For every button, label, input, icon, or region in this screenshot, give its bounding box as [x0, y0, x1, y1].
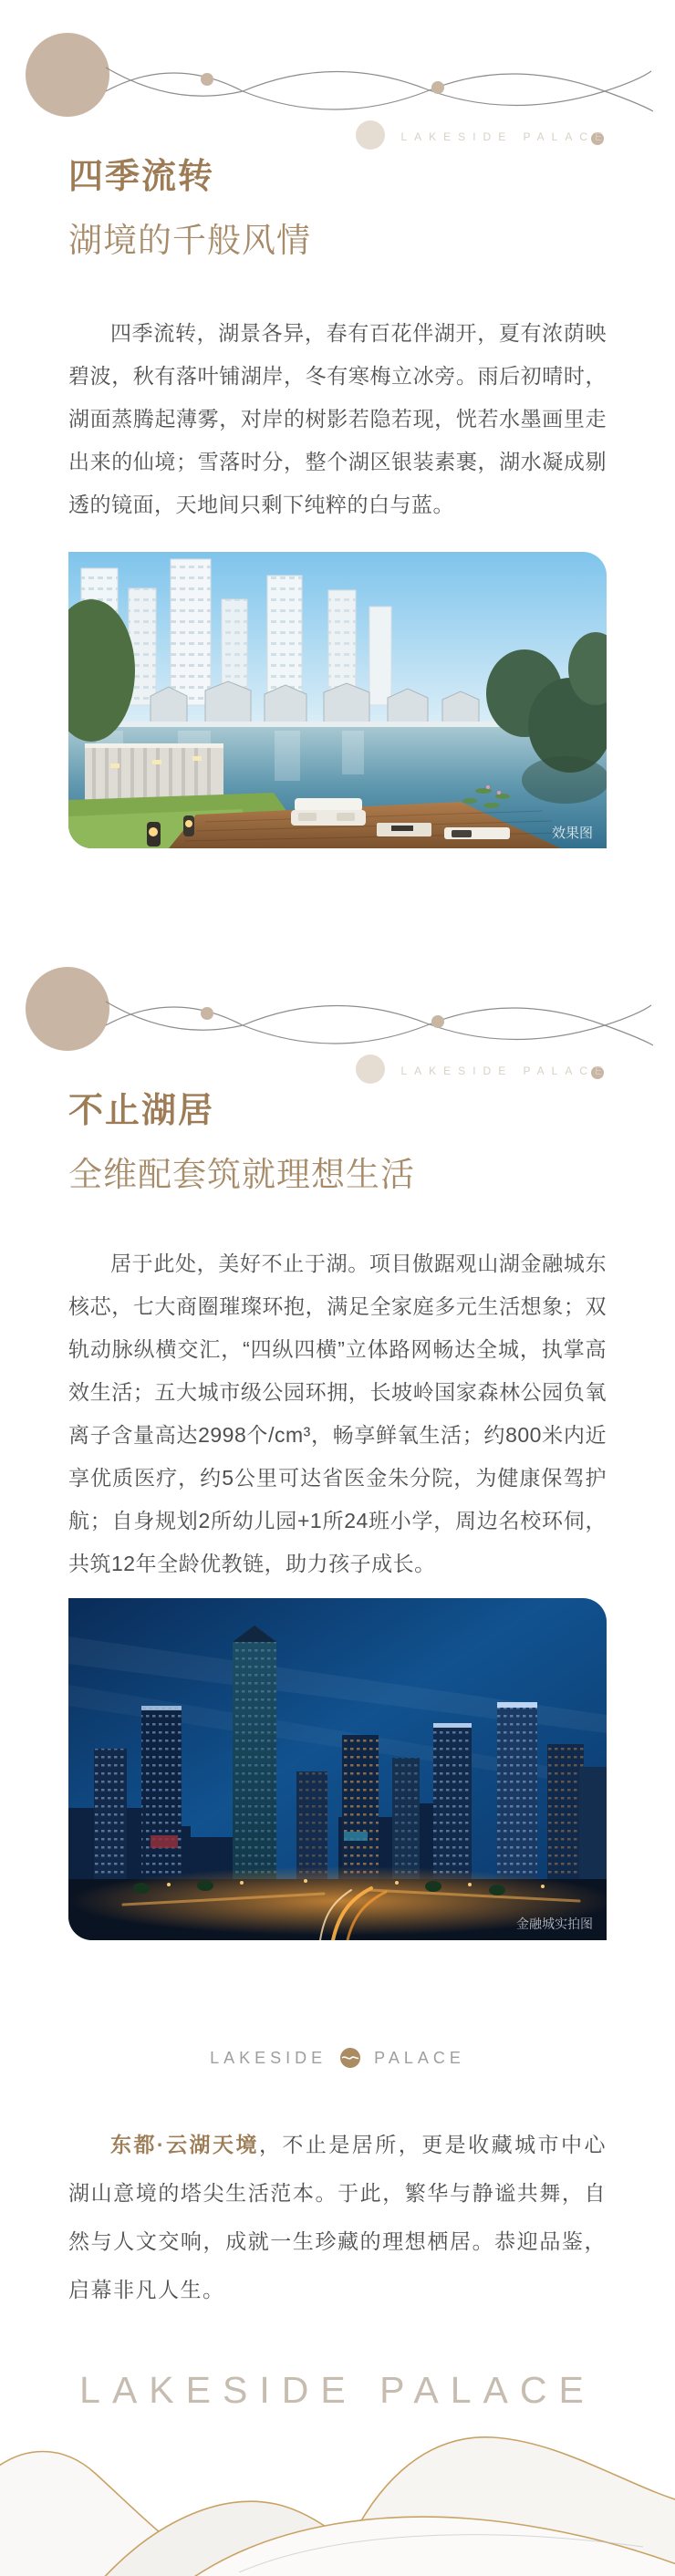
- brand-watermark-text: LAKESIDE PALACE: [400, 1065, 609, 1077]
- closing-paragraph: [68, 2121, 607, 2314]
- section2-paragraph: 居于此处，美好不止于湖。项目傲踞观山湖金融城东核芯，七大商圈璀璨环抱，满足全家庭多元生活想象；双轨动脉纵横交汇，“四纵四横”立体路网畅达全城，执掌高效生活；五大城市级公园环拥，长坡岭国家森林公园负氧离子含量高达2998个/cm³，畅享鲜氧生活；约800米内近享优质医疗，约5公里可达省医金朱分院，为健康保驾护航；自身规划2所幼儿园+1所24班小学，周边名校环伺，共筑12年全龄优教链，助力孩子成长。: [68, 1252, 607, 1575]
- section2-title: 不止湖居: [68, 1092, 215, 1130]
- rendering-watermark: 效果图: [551, 826, 593, 841]
- logo-lakeside-text: LAKESIDE: [210, 2048, 327, 2067]
- lakeside-rendering-image[interactable]: [68, 552, 607, 848]
- brand-wave-decoration-2: [0, 934, 675, 1085]
- section2-subtitle: 全维配套筑就理想生活: [68, 1156, 415, 1193]
- city-night-art: [68, 1598, 607, 1940]
- large-circle-icon: [26, 967, 109, 1051]
- city-night-photo[interactable]: [68, 1598, 607, 1940]
- bottom-waves-svg: [0, 2419, 675, 2576]
- logo-circle-icon: [339, 2047, 361, 2069]
- dot-icon: [201, 73, 213, 86]
- photo-watermark: 金融城实拍图: [516, 1916, 593, 1931]
- dot-icon: [431, 1015, 444, 1028]
- dot-icon: [431, 81, 444, 94]
- wave-decoration-svg: [0, 934, 675, 1085]
- closing-paragraph-rest: ，不止是居所，更是收藏城市中心湖山意境的塔尖生活范本。于此，繁华与静谧共舞，自然与人文交响，成就一生珍藏的理想栖居。恭迎品鉴，启幕非凡人生。: [68, 2133, 607, 2301]
- light-circle-icon: [356, 120, 385, 150]
- lakeside-rendering-art: [68, 552, 607, 848]
- section1-title: 四季流转: [68, 158, 215, 196]
- white-fence: [85, 743, 223, 804]
- brand-wave-decoration-1: [0, 0, 675, 151]
- brand-logo-row: [0, 2046, 675, 2070]
- project-name-bold: 东都·云湖天境: [110, 2133, 259, 2156]
- section1-subtitle: 湖境的千般风情: [68, 222, 311, 259]
- wave-decoration-svg: [0, 0, 675, 151]
- brand-large-text: LAKESIDE PALACE: [79, 2369, 596, 2411]
- crossing-wave-lines-icon: [106, 1002, 653, 1045]
- brand-watermark-text: LAKESIDE PALACE: [400, 130, 609, 143]
- logo-palace-text: PALACE: [374, 2048, 465, 2067]
- dot-icon: [201, 1007, 213, 1020]
- gold-wave-hills: [0, 2437, 675, 2576]
- bottom-waves-decoration: [0, 2419, 675, 2576]
- large-circle-icon: [26, 33, 109, 117]
- crossing-wave-lines-icon: [106, 68, 653, 111]
- light-circle-icon: [356, 1054, 385, 1084]
- section1-paragraph: 四季流转，湖景各异，春有百花伴湖开，夏有浓荫映碧波，秋有落叶铺湖岸，冬有寒梅立冰旁。雨后初晴时，湖面蒸腾起薄雾，对岸的树影若隐若现，恍若水墨画里走出来的仙境；雪落时分，整个湖区银装素裹，湖水凝成剔透的镜面，天地间只剩下纯粹的白与蓝。: [68, 321, 607, 516]
